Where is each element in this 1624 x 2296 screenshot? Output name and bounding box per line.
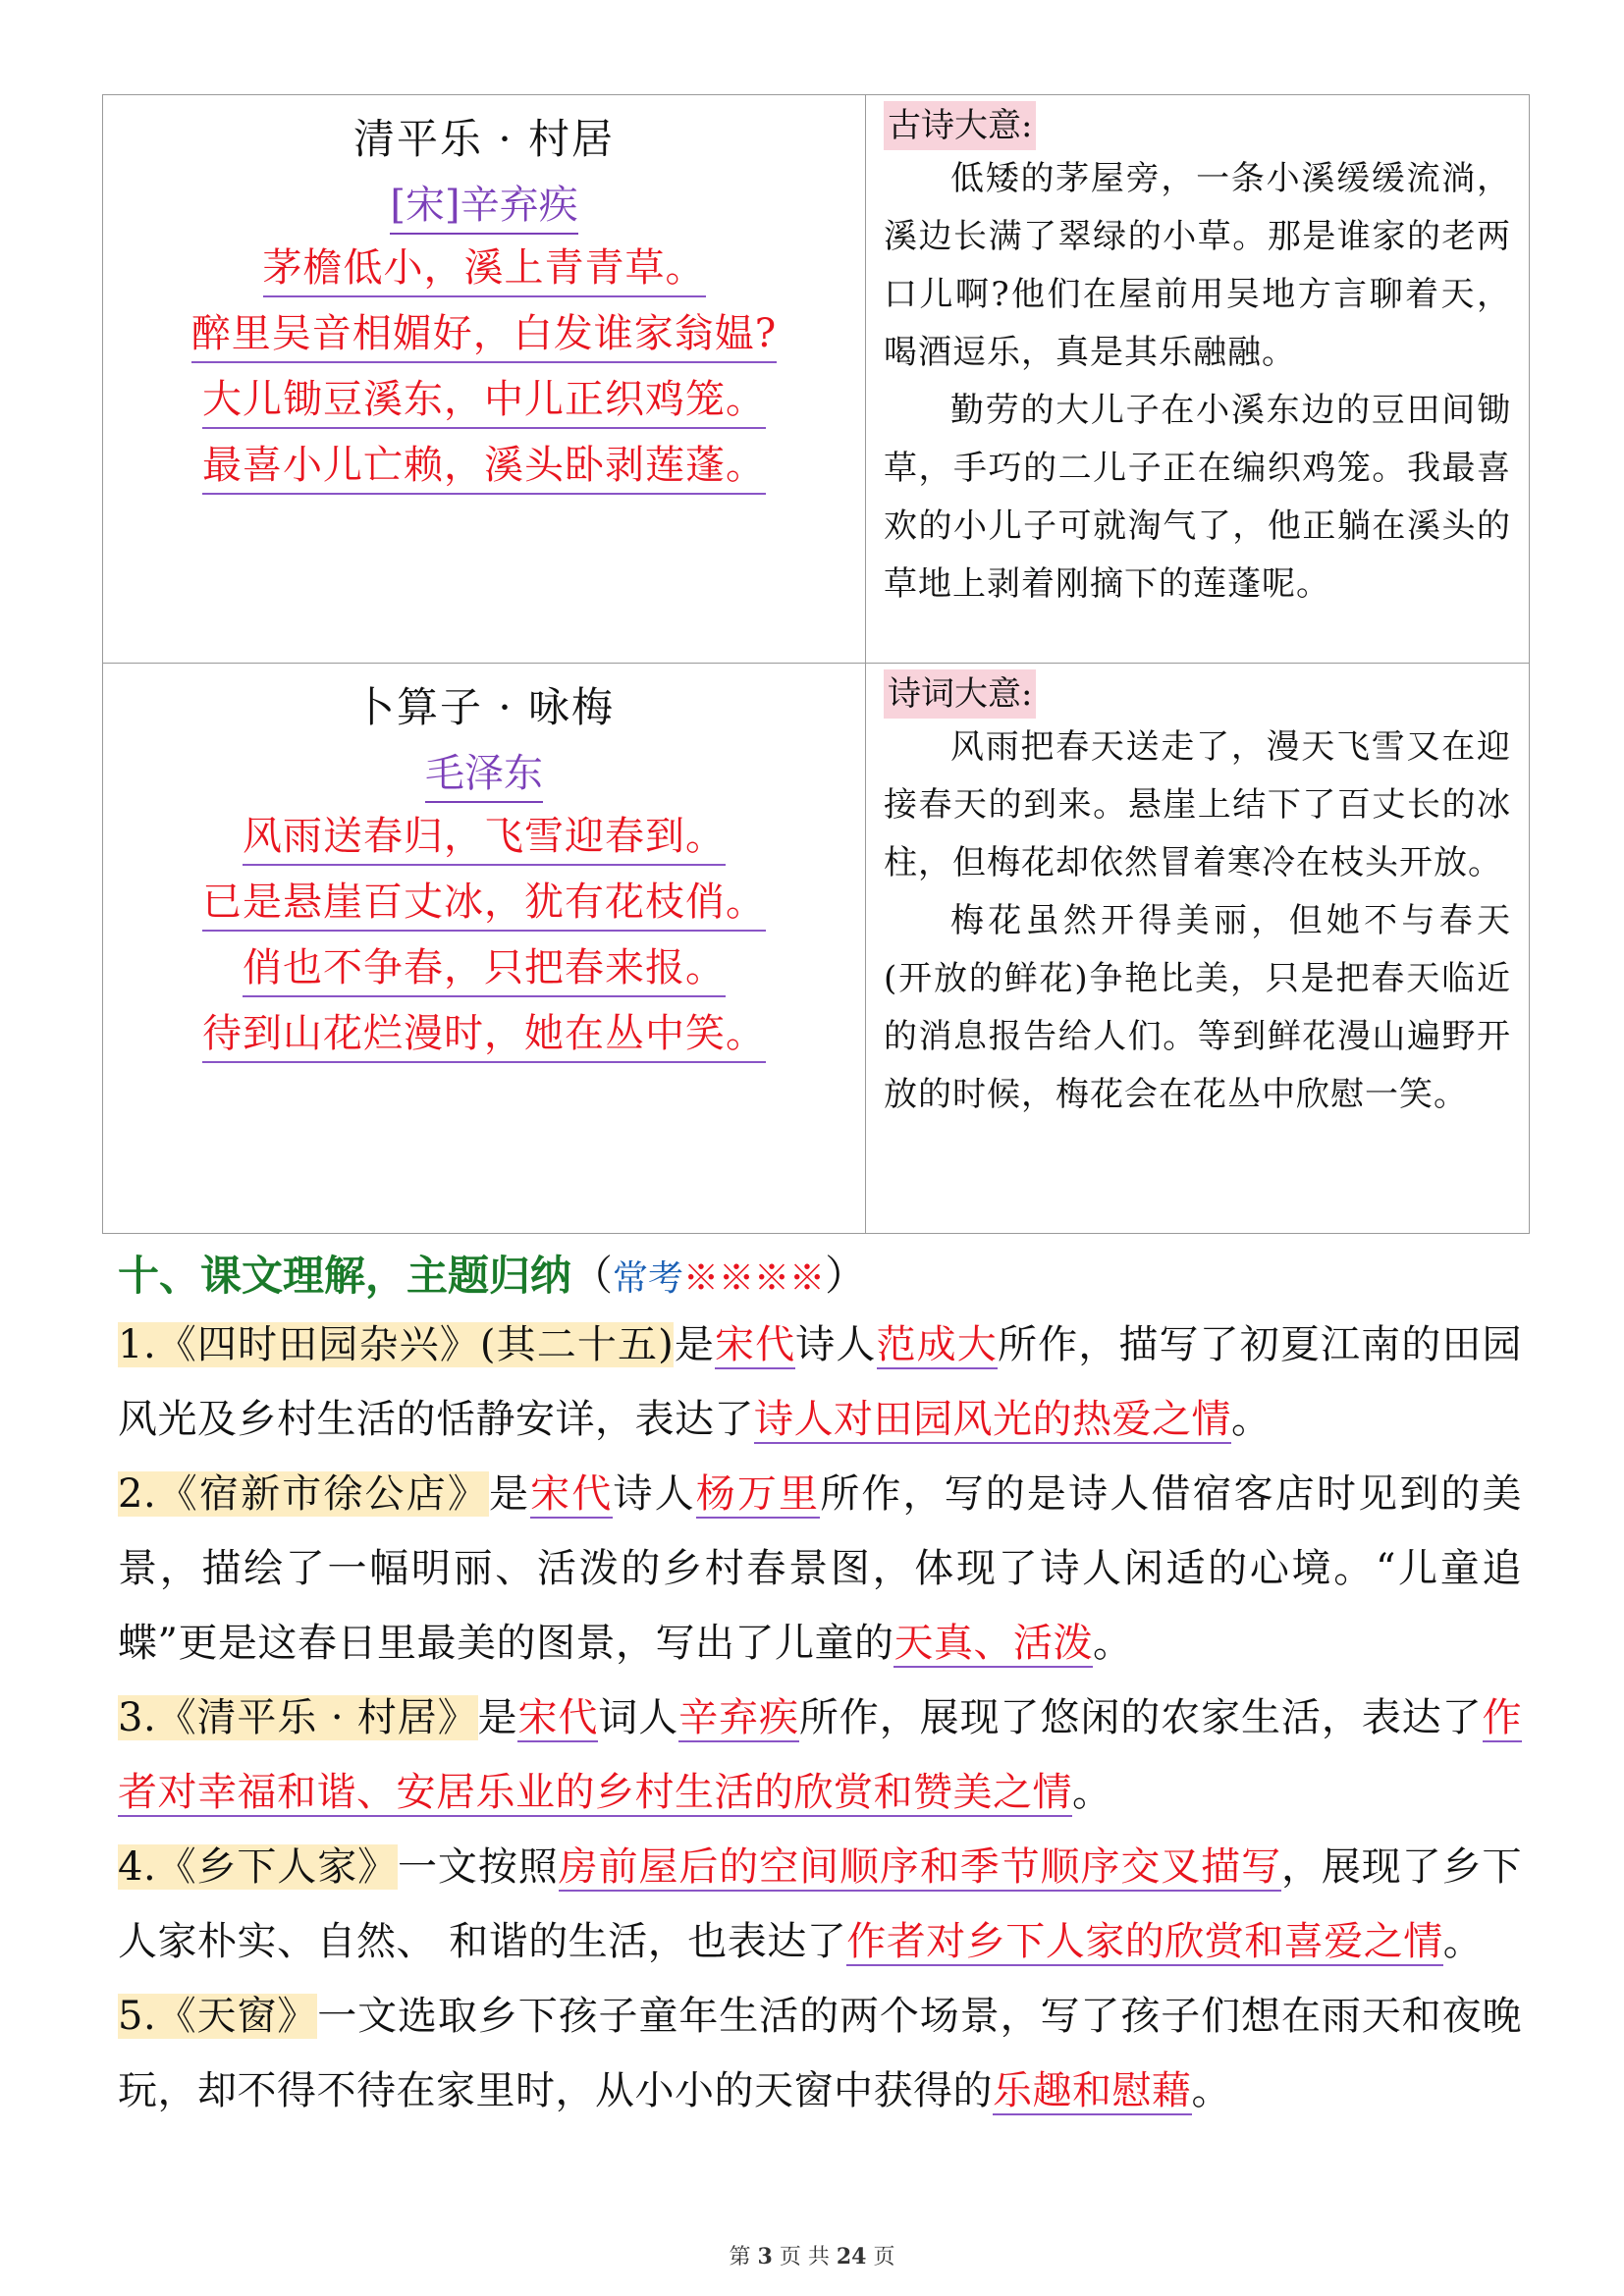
summary-item xyxy=(118,1681,1522,1830)
keyword: 房前屋后的空间顺序和季节顺序交叉描写 xyxy=(558,1844,1281,1890)
poem-line: 茅檐低小，溪上青青草。 xyxy=(263,240,706,297)
item-title: 1.《四时田园杂兴》(其二十五) xyxy=(118,1322,675,1367)
section-paren-open: （ xyxy=(571,1252,614,1300)
item-text: 。 xyxy=(1231,1397,1272,1442)
poem-line: 风雨送春归，飞雪迎春到。 xyxy=(243,809,726,866)
footer-total-pages: 24 xyxy=(836,2244,867,2269)
item-text: 词人 xyxy=(598,1695,679,1740)
poem-line: 待到山花烂漫时，她在丛中笑。 xyxy=(202,1006,766,1063)
item-title: 5.《天窗》 xyxy=(118,1994,318,2039)
summary-item xyxy=(118,1979,1522,2128)
section-stars: ※※※※ xyxy=(683,1258,826,1299)
keyword: 乐趣和慰藉 xyxy=(993,2068,1192,2113)
summary-list xyxy=(118,1308,1522,2128)
meaning-cell xyxy=(866,664,1530,1234)
item-text: 是 xyxy=(488,1471,531,1517)
poem-line: 俏也不争春，只把春来报。 xyxy=(243,940,726,997)
item-text: 所作，展现了悠闲的农家生活，表达了 xyxy=(798,1695,1483,1740)
poem-line: 醉里吴音相媚好，白发谁家翁媪? xyxy=(191,306,777,363)
meaning-paragraph: 梅花虽然开得美丽，但她不与春天(开放的鲜花)争艳比美，只是把春天临近的消息报告给人们。等到鲜花漫山遍野开放的时候，梅花会在花丛中欣慰一笑。 xyxy=(884,901,1511,1114)
item-text: 是 xyxy=(674,1322,715,1367)
meaning-cell xyxy=(866,95,1530,664)
summary-item xyxy=(118,1830,1522,1979)
section-note: 常考 xyxy=(613,1258,684,1299)
item-text: 。 xyxy=(1072,1770,1112,1815)
meaning-label: 古诗大意: xyxy=(884,101,1036,150)
keyword: 诗人对田园风光的热爱之情 xyxy=(754,1397,1231,1442)
section-title-text: 十、课文理解，主题归纳 xyxy=(118,1252,572,1300)
keyword: 范成大 xyxy=(876,1322,998,1367)
summary-item xyxy=(118,1308,1522,1457)
item-text: 所作，描写了初夏江南的田园风光及乡村生活的恬静安详，表达了 xyxy=(118,1322,1523,1442)
item-text: 。 xyxy=(1442,1919,1484,1964)
item-text: 诗人 xyxy=(613,1471,696,1517)
keyword: 天真、活泼 xyxy=(893,1621,1093,1666)
meaning-label: 诗词大意: xyxy=(884,669,1036,719)
footer-page-number: 3 xyxy=(757,2244,773,2269)
keyword: 宋代 xyxy=(517,1695,599,1740)
summary-item xyxy=(118,1457,1522,1681)
meaning-paragraph: 风雨把春天送走了，漫天飞雪又在迎接春天的到来。悬崖上结下了百丈长的冰柱，但梅花却依然冒着寒冷在枝头开放。 xyxy=(884,727,1511,882)
item-title: 4.《乡下人家》 xyxy=(118,1844,399,1890)
poem-line: 最喜小儿亡赖，溪头卧剥莲蓬。 xyxy=(202,438,766,495)
item-text: ，展现了乡下人家朴实、自然、 和谐的生活，也表达了 xyxy=(118,1844,1523,1964)
poem-table xyxy=(102,94,1530,1234)
item-text: 诗人 xyxy=(795,1322,877,1367)
poem-row xyxy=(103,95,1530,664)
poem-title: 卜算子 · 咏梅 xyxy=(352,683,616,731)
keyword: 宋代 xyxy=(530,1471,614,1517)
poem-row xyxy=(103,664,1530,1234)
item-text: 所作，写的是诗人借宿客店时见到的美景，描绘了一幅明丽、活泼的乡村春景图，体现了诗人闲适的心境。“儿童追蝶”更是这春日里最美的图景，写出了儿童的 xyxy=(118,1471,1523,1666)
poem-cell xyxy=(103,664,866,1234)
item-text: 一文选取乡下孩子童年生活的两个场景，写了孩子们想在雨天和夜晚玩，却不得不待在家里时，从小小的天窗中获得的 xyxy=(118,1994,1522,2113)
section-paren-close: ） xyxy=(825,1252,867,1300)
footer-mid: 页 共 xyxy=(779,2245,830,2269)
page-footer xyxy=(0,2240,1624,2270)
section-title xyxy=(118,1245,866,1310)
poem-author: [宋]辛弃疾 xyxy=(390,178,577,235)
poem-cell xyxy=(103,95,866,664)
meaning-paragraph: 低矮的茅屋旁，一条小溪缓缓流淌，溪边长满了翠绿的小草。那是谁家的老两口儿啊?他们在屋前用吴地方言聊着天，喝酒逗乐，真是其乐融融。 xyxy=(884,159,1511,372)
keyword: 作者对幸福和谐、安居乐业的乡村生活的欣赏和赞美之情 xyxy=(118,1695,1523,1815)
item-text: 是 xyxy=(477,1695,518,1740)
poem-line: 已是悬崖百丈冰，犹有花枝俏。 xyxy=(202,875,766,932)
meaning-paragraph: 勤劳的大儿子在小溪东边的豆田间锄草，手巧的二儿子正在编织鸡笼。我最喜欢的小儿子可就淘气了，他正躺在溪头的草地上剥着刚摘下的莲蓬呢。 xyxy=(884,391,1511,604)
keyword: 辛弃疾 xyxy=(678,1695,799,1740)
poem-author: 毛泽东 xyxy=(425,746,543,803)
poem-line: 大儿锄豆溪东，中儿正织鸡笼。 xyxy=(202,372,766,429)
item-text: 。 xyxy=(1191,2068,1231,2113)
keyword: 作者对乡下人家的欣赏和喜爱之情 xyxy=(846,1919,1443,1964)
item-title: 3.《清平乐 · 村居》 xyxy=(118,1695,478,1740)
item-title: 2.《宿新市徐公店》 xyxy=(118,1471,489,1517)
keyword: 杨万里 xyxy=(695,1471,821,1517)
keyword: 宋代 xyxy=(715,1322,796,1367)
item-text: 。 xyxy=(1092,1621,1133,1666)
footer-post: 页 xyxy=(873,2245,895,2269)
poem-title: 清平乐 · 村居 xyxy=(352,115,616,163)
footer-pre: 第 xyxy=(729,2245,751,2269)
item-text: 一文按照 xyxy=(398,1844,559,1890)
